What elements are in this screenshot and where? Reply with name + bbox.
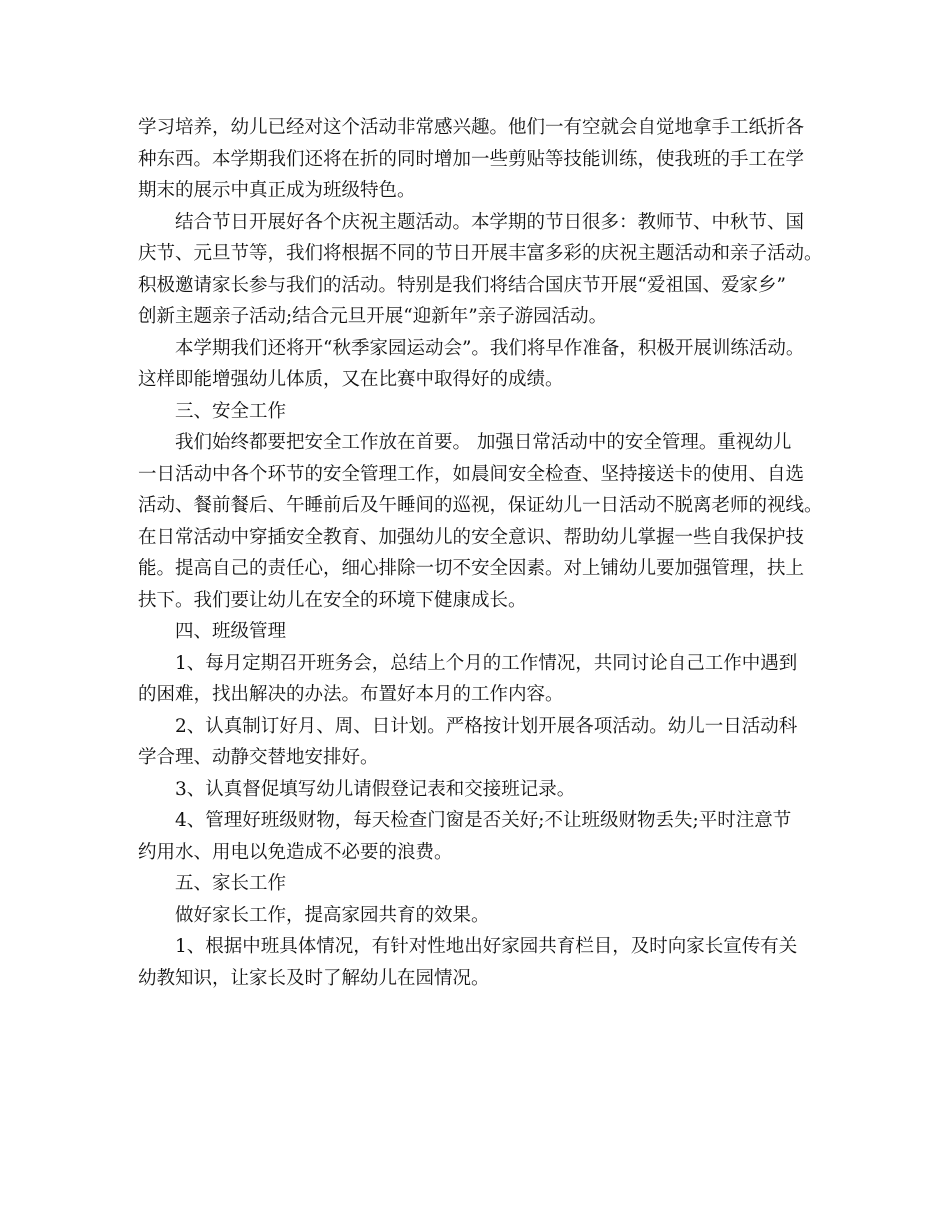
text-line: 我们始终都要把安全工作放在首要。 加强日常活动中的安全管理。重视幼儿 bbox=[175, 432, 792, 453]
text-line: 学习培养，幼儿已经对这个活动非常感兴趣。他们一有空就会自觉地拿手工纸折各 bbox=[138, 117, 805, 138]
list-item: 1、根据中班具体情况，有针对性地出好家园共育栏目，及时向家长宣传有关 bbox=[175, 936, 798, 957]
text-line: 约用水、用电以免造成不必要的浪费。 bbox=[138, 841, 453, 863]
text-line: 扶下。我们要让幼儿在安全的环境下健康成长。 bbox=[138, 589, 527, 611]
list-item: 1、每月定期召开班务会，总结上个月的工作情况，共同讨论自己工作中遇到 bbox=[175, 652, 798, 674]
section-heading: 三、安全工作 bbox=[175, 400, 287, 422]
text-line: 本学期我们还将开“秋季家园运动会”。我们将早作准备，积极开展训练活动。 bbox=[175, 337, 805, 359]
text-line: 创新主题亲子活动;结合元旦开展“迎新年”亲子游园活动。 bbox=[138, 306, 608, 327]
text-line: 学合理、动静交替地安排好。 bbox=[138, 747, 379, 768]
section-heading: 五、家长工作 bbox=[175, 873, 287, 894]
list-item: 2、认真制订好月、周、日计划。严格按计划开展各项活动。幼儿一日活动科 bbox=[175, 715, 798, 737]
text-line: 一日活动中各个环节的安全管理工作，如晨间安全检查、坚持接送卡的使用、自选 bbox=[138, 463, 805, 485]
text-line: 幼教知识，让家长及时了解幼儿在园情况。 bbox=[138, 967, 490, 989]
list-item: 3、认真督促填写幼儿请假登记表和交接班记录。 bbox=[175, 778, 576, 800]
document-page bbox=[138, 112, 823, 994]
text-line: 庆节、元旦节等，我们将根据不同的节日开展丰富多彩的庆祝主题活动和亲子活动。 bbox=[138, 243, 823, 264]
text-line: 在日常活动中穿插安全教育、加强幼儿的安全意识、帮助幼儿掌握一些自我保护技 bbox=[138, 526, 805, 548]
text-line: 期末的展示中真正成为班级特色。 bbox=[138, 180, 416, 201]
text-line: 这样即能增强幼儿体质，又在比赛中取得好的成绩。 bbox=[138, 369, 564, 390]
text-line: 做好家长工作，提高家园共育的效果。 bbox=[175, 904, 490, 926]
text-line: 活动、餐前餐后、午睡前后及午睡间的巡视，保证幼儿一日活动不脱离老师的视线。 bbox=[138, 495, 823, 516]
text-line: 能。提高自己的责任心，细心排除一切不安全因素。对上铺幼儿要加强管理，扶上 bbox=[138, 558, 805, 579]
section-heading: 四、班级管理 bbox=[175, 621, 287, 642]
text-line: 结合节日开展好各个庆祝主题活动。本学期的节日很多：教师节、中秋节、国 bbox=[175, 211, 805, 233]
list-item: 4、管理好班级财物，每天检查门窗是否关好;不让班级财物丢失;平时注意节 bbox=[175, 810, 792, 831]
text-line: 种东西。本学期我们还将在折的同时增加一些剪贴等技能训练，使我班的手工在学 bbox=[138, 148, 805, 170]
text-line: 积极邀请家长参与我们的活动。特别是我们将结合国庆节开展“爱祖国、爱家乡” bbox=[138, 274, 786, 296]
text-line: 的困难，找出解决的办法。布置好本月的工作内容。 bbox=[138, 684, 564, 705]
